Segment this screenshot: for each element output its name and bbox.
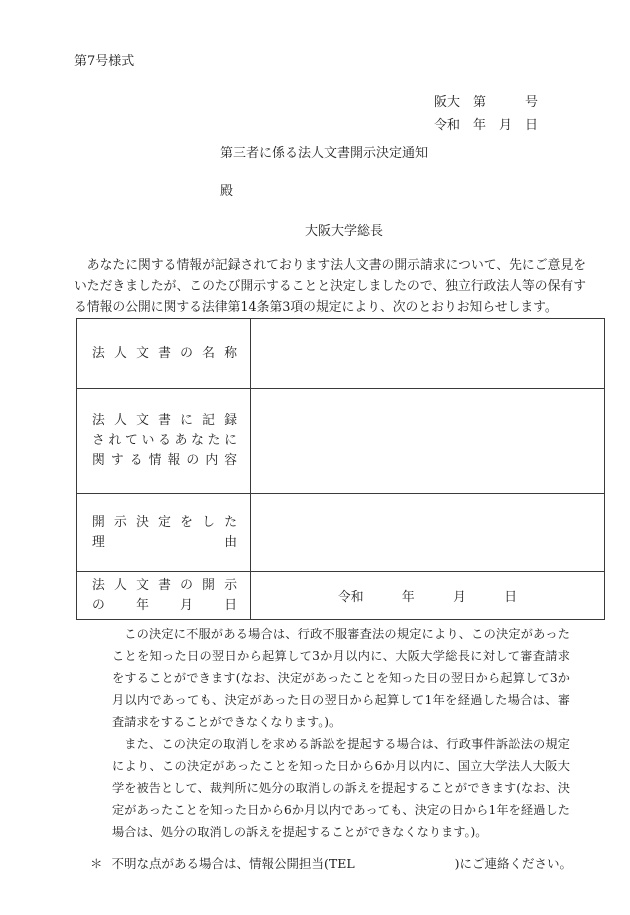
label-cell-disclosure-date bbox=[77, 572, 251, 620]
label-cell-decision-reason bbox=[77, 494, 251, 572]
form-number: 第7号様式 bbox=[74, 54, 135, 69]
intro-paragraph: あなたに関する情報が記録されております法人文書の開示請求について、先にご意見をいただきましたが、このたび開示することと決定しましたので、独立行政法人等の保有する情報の公開に関する法律第14条第3項の規定により、次のとおりお知らせします。 bbox=[74, 258, 586, 315]
reference-block bbox=[434, 91, 538, 137]
label-line: 法人文書の開示 bbox=[92, 577, 237, 593]
table-row-document-name bbox=[77, 319, 605, 389]
value-cell-decision-reason bbox=[251, 494, 605, 572]
addressee-line: 殿 bbox=[220, 184, 234, 199]
document-title: 第三者に係る法人文書開示決定通知 bbox=[220, 146, 429, 161]
value-cell-disclosure-date: 令和 年 月 日 bbox=[251, 572, 605, 620]
value-cell-recorded-info bbox=[251, 389, 605, 494]
footnote-text: 不明な点がある場合は、情報公開担当(TEL )にご連絡ください。 bbox=[111, 856, 573, 871]
label-cell-document-name bbox=[77, 319, 251, 389]
table-row-recorded-info bbox=[77, 389, 605, 494]
lawsuit-note-paragraph: また、この決定の取消しを求める訴訟を提起する場合は、行政事件訴訟法の規定により、この決定があったことを知った日から6か月以内に、国立大学法人大阪大学を被告として、裁判所に処分の取消しの訴えを提起することができます(なお、決定があったことを知った日から6か月以内であっても、決定の日から1年を経過した場合は、処分の取消しの訴えを提起することができなくなります。)。 bbox=[112, 737, 570, 839]
label-line: 法人文書の名称 bbox=[92, 345, 237, 361]
notes-section bbox=[112, 623, 570, 843]
document-number-line: 阪大 第 号 bbox=[433, 95, 538, 110]
label-line: されているあなたに bbox=[92, 433, 237, 448]
appeal-note-paragraph: この決定に不服がある場合は、行政不服審査法の規定により、この決定があったことを知った日の翌日から起算して3か月以内に、大阪大学総長に対して審査請求をすることができます(なお、決定があったことを知った日の翌日から起算して3か月以内であっても、決定があった日の翌日から起算して1年を経過した場合は、審査請求をすることができなくなります。)。 bbox=[112, 627, 570, 729]
table-row-decision-reason bbox=[77, 494, 605, 572]
value-cell-document-name bbox=[251, 319, 605, 389]
sender-name: 大阪大学総長 bbox=[305, 224, 384, 239]
date-line: 令和 年 月 日 bbox=[433, 118, 538, 133]
footnote-asterisk-marker: ＊ bbox=[90, 856, 103, 871]
disclosure-table bbox=[76, 318, 605, 620]
label-line: 理由 bbox=[92, 534, 237, 550]
label-line: 関する情報の内容 bbox=[92, 453, 237, 468]
label-line: 法人文書に記録 bbox=[92, 413, 237, 428]
label-line: 開示決定をした bbox=[92, 514, 237, 530]
label-line: の年月日 bbox=[92, 597, 237, 613]
label-cell-recorded-info bbox=[77, 389, 251, 494]
contact-footnote bbox=[90, 853, 577, 875]
table-row-disclosure-date bbox=[77, 572, 605, 620]
